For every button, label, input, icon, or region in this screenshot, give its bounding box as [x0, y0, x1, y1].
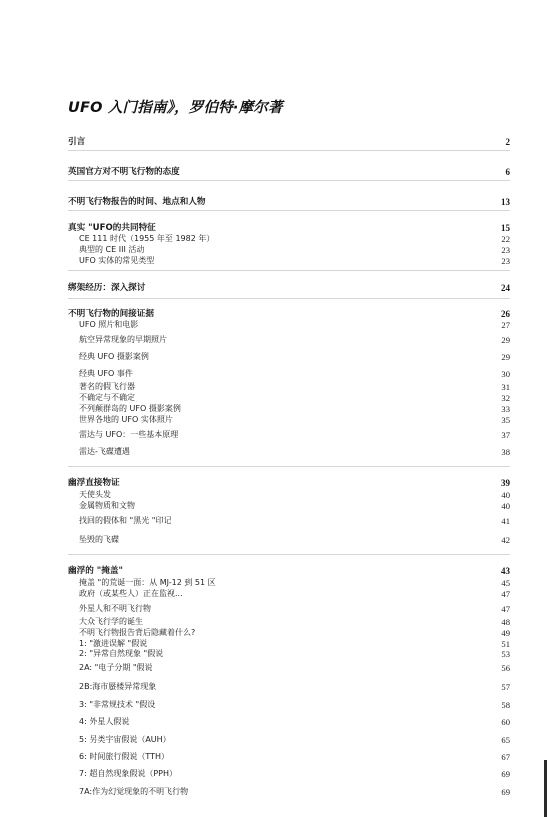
toc-subentry-page: 40	[501, 501, 510, 511]
toc-entry-page: 39	[501, 478, 510, 488]
toc-subentry-page: 22	[501, 234, 510, 244]
toc-subentry-page: 69	[501, 769, 510, 779]
toc-subentry-page: 56	[501, 663, 510, 673]
toc-subentry[interactable]	[68, 588, 510, 600]
toc-subentry-page: 30	[501, 369, 510, 379]
toc-subentry[interactable]	[68, 368, 510, 380]
toc-subentry-page: 31	[501, 382, 510, 392]
toc-subentry-label: 著名的假飞行器	[79, 382, 135, 391]
toc-subentry[interactable]	[68, 255, 510, 267]
toc-subentry-page: 35	[501, 415, 510, 425]
toc-entry-page: 13	[501, 197, 510, 207]
toc-subentry[interactable]	[68, 515, 510, 527]
toc-subentry-page: 65	[501, 735, 510, 745]
toc-subentry-page: 38	[501, 447, 510, 457]
toc-entry-page: 15	[501, 223, 510, 233]
toc-subentry-page: 42	[501, 535, 510, 545]
toc-subentry-page: 32	[501, 393, 510, 403]
toc-subentry-page: 29	[501, 335, 510, 345]
toc-subentry-label: 世界各地的 UFO 实体照片	[79, 415, 173, 424]
toc-subentry-label: 5: 另类宇宙假说（AUH）	[79, 735, 171, 744]
toc-subentry-label: 大众飞行学的诞生	[79, 617, 143, 626]
toc-subentry[interactable]	[68, 500, 510, 512]
toc-entry-label: 引言	[68, 137, 86, 147]
toc-subentry-label: 不确定与不确定	[79, 393, 135, 402]
toc-subentry[interactable]	[68, 319, 510, 331]
toc-subentry-page: 58	[501, 700, 510, 710]
toc-entry-page: 43	[501, 566, 510, 576]
toc-subentry-label: CE 111 时代（1955 年至 1982 年）	[79, 234, 215, 243]
toc-subentry-label: UFO 照片和电影	[79, 320, 139, 329]
toc-entry-label: 幽浮的 "掩盖"	[68, 566, 123, 576]
toc-subentry[interactable]	[68, 786, 510, 798]
toc-entry-label: 真实 "UFO的共同特征	[68, 223, 156, 233]
toc-subentry-label: 坠毁的飞碟	[79, 535, 119, 544]
toc-subentry-page: 57	[501, 682, 510, 692]
toc-subentry[interactable]	[68, 681, 510, 693]
toc-subentry-page: 33	[501, 404, 510, 414]
toc-subentry-page: 67	[501, 752, 510, 762]
toc-subentry[interactable]	[68, 734, 510, 746]
toc-subentry-page: 37	[501, 430, 510, 440]
toc-entry-label: 英国官方对不明飞行物的态度	[68, 167, 180, 177]
toc-subentry-label: 2B:海市蜃楼异常现象	[79, 682, 157, 691]
toc-subentry-label: 7A:作为幻觉现象的不明飞行物	[79, 787, 189, 796]
toc-subentry-page: 49	[501, 628, 510, 638]
toc-entry[interactable]	[68, 282, 510, 294]
toc-subentry-label: 6: 时间旅行假说（TTH）	[79, 752, 169, 761]
toc-subentry-page: 27	[501, 320, 510, 330]
toc-subentry-label: 2A: "电子分期 "假说	[79, 663, 153, 672]
toc-subentry[interactable]	[68, 603, 510, 615]
toc-entry[interactable]	[68, 166, 510, 178]
toc-subentry-page: 29	[501, 352, 510, 362]
toc-subentry-page: 45	[501, 578, 510, 588]
toc-subentry-label: 1: "激进误解 "假说	[79, 639, 148, 648]
toc-subentry[interactable]	[68, 768, 510, 780]
toc-subentry-label: 不列颠群岛的 UFO 摄影案例	[79, 404, 181, 413]
toc-entry-label: 绑架经历：深入探讨	[68, 283, 146, 293]
toc-subentry-page: 48	[501, 617, 510, 627]
toc-subentry[interactable]	[68, 751, 510, 763]
toc-subentry-page: 47	[501, 589, 510, 599]
toc-entry-page: 2	[505, 137, 510, 147]
toc-subentry-page: 47	[501, 604, 510, 614]
toc-subentry-label: 金属物质和文物	[79, 501, 135, 510]
toc-subentry-label: 4: 外星人假说	[79, 717, 130, 726]
toc-entry-label: 幽浮直接物证	[68, 478, 120, 488]
toc-subentry-page: 23	[501, 245, 510, 255]
toc-subentry[interactable]	[68, 648, 510, 660]
toc-subentry[interactable]	[68, 429, 510, 441]
toc-entry-page: 6	[505, 167, 510, 177]
toc-subentry[interactable]	[68, 534, 510, 546]
toc-entry[interactable]	[68, 477, 510, 489]
toc-subentry-label: 经典 UFO 事件	[79, 369, 133, 378]
toc-subentry-label: 掩盖 "的荒诞一面：从 MJ-12 到 51 区	[79, 578, 216, 587]
toc-subentry-page: 23	[501, 256, 510, 266]
toc-subentry-page: 60	[501, 717, 510, 727]
toc-subentry-label: 雷达-飞碟遭遇	[79, 447, 130, 456]
section-divider	[68, 150, 510, 151]
toc-subentry[interactable]	[68, 446, 510, 458]
toc-subentry-label: 找回的假体和 "黑光 "印记	[79, 516, 172, 525]
section-divider	[68, 554, 510, 555]
toc-subentry[interactable]	[68, 699, 510, 711]
toc-subentry-label: 天使头发	[79, 490, 111, 499]
toc-subentry-page: 41	[501, 516, 510, 526]
toc-subentry-label: 政府（或某些人）正在监视...	[79, 589, 183, 598]
section-divider	[68, 466, 510, 467]
toc-entry[interactable]	[68, 565, 510, 577]
toc-subentry-label: UFO 实体的常见类型	[79, 256, 155, 265]
toc-subentry-label: 雷达与 UFO：一些基本原理	[79, 430, 179, 439]
toc-subentry-label: 不明飞行物报告背后隐藏着什么?	[79, 628, 196, 637]
toc-subentry-label: 典型的 CE III 活动	[79, 245, 145, 254]
section-divider	[68, 298, 510, 299]
toc-subentry-page: 40	[501, 490, 510, 500]
toc-entry-page: 24	[501, 283, 510, 293]
toc-entry-label: 不明飞行物的间接证据	[68, 309, 154, 319]
toc-subentry-label: 2: "异常自然现象 "假说	[79, 649, 164, 658]
toc-entry-label: 不明飞行物报告的时间、地点和人物	[68, 197, 206, 207]
toc-subentry-label: 外星人和不明飞行物	[79, 604, 151, 613]
toc-subentry-label: 3: "非常规技术 "假设	[79, 700, 156, 709]
section-divider	[68, 270, 510, 271]
toc-subentry-page: 53	[501, 649, 510, 659]
section-divider	[68, 180, 510, 181]
toc-subentry-label: 7: 超自然现象假说（PPH）	[79, 769, 177, 778]
toc-entry-page: 26	[501, 309, 510, 319]
toc-subentry[interactable]	[68, 351, 510, 363]
section-divider	[68, 210, 510, 211]
toc-subentry[interactable]	[68, 716, 510, 728]
toc-subentry-page: 51	[501, 639, 510, 649]
toc-subentry-page: 69	[501, 787, 510, 797]
toc-subentry[interactable]	[68, 414, 510, 426]
toc-subentry[interactable]	[68, 662, 510, 674]
toc-entry[interactable]	[68, 196, 510, 208]
toc-subentry-label: 经典 UFO 摄影案例	[79, 352, 149, 361]
toc-subentry-label: 航空异常现象的早期照片	[79, 335, 167, 344]
toc-subentry[interactable]	[68, 334, 510, 346]
toc-entry[interactable]	[68, 136, 510, 148]
document-title: UFO 入门指南》，罗伯特·摩尔著	[68, 100, 283, 116]
